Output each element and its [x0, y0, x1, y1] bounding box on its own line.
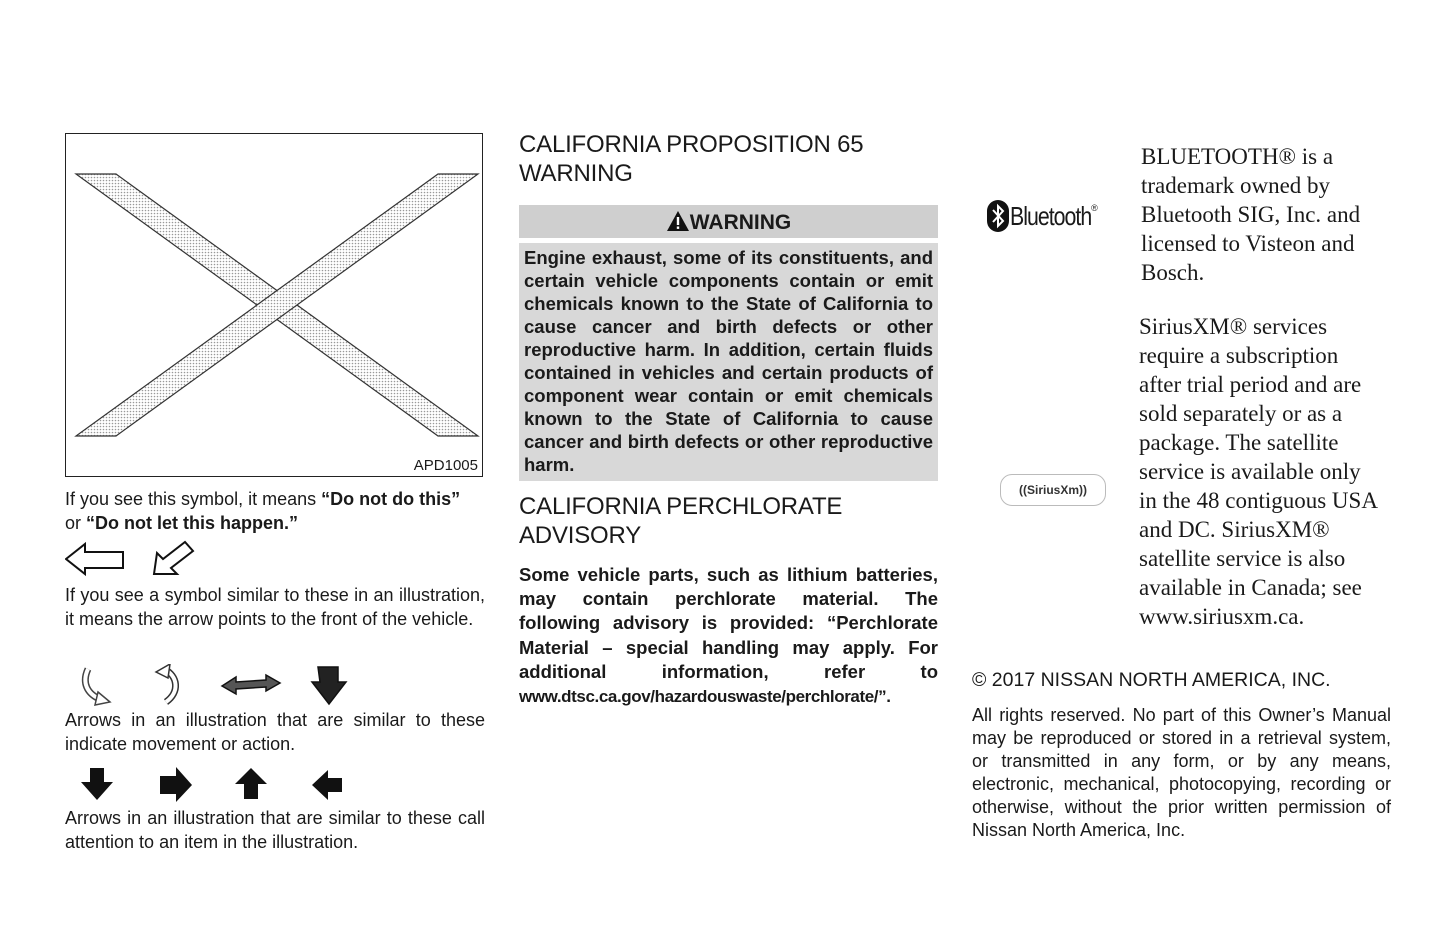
front-arrow-text: If you see a symbol similar to these in an illustration, it means the arrow points to the front of the vehicle.	[65, 585, 485, 629]
movement-arrow-icons	[80, 664, 360, 711]
bluetooth-text: BLUETOOTH® is a trademark owned by Bluetooth SIG, Inc. and licensed to Visteon and Bosch.	[1141, 144, 1361, 285]
symbol-quote-1: “Do not do this”	[321, 489, 461, 509]
figure-code: APD1005	[413, 457, 478, 474]
warning-label: WARNING	[689, 211, 792, 234]
perchlorate-body	[519, 563, 938, 709]
bluetooth-logo-text: Bluetooth	[1010, 200, 1092, 231]
siriusxm-logo: ((SiriusXm))	[1000, 474, 1106, 506]
front-arrow-diagonal-icon	[154, 542, 193, 574]
x-mark-icon	[66, 134, 482, 476]
prop65-heading	[519, 130, 939, 188]
symbol-or: or	[65, 513, 87, 533]
perchlorate-url: www.dtsc.ca.gov/hazardouswaste/perchlorate/”.	[519, 687, 891, 707]
down-arrow-3d-icon	[312, 667, 346, 704]
do-not-symbol-figure	[65, 133, 483, 477]
front-arrow-left-icon	[66, 544, 123, 574]
perchlorate-heading	[519, 492, 939, 550]
perchlorate-heading-line2: ADVISORY	[519, 522, 641, 549]
arrow-up-icon	[235, 768, 267, 799]
curved-arrow-left-icon	[85, 669, 110, 705]
prop65-heading-line2: WARNING	[519, 160, 633, 187]
symbol-quote-2: “Do not let this happen.”	[86, 513, 299, 533]
bluetooth-icon	[986, 199, 1010, 233]
rights-text: All rights reserved. No part of this Owner’s Manual may be reproduced or stored in a retrieval system, or transmitted in any form, or by any means, electronic, mechanical, photocopying, recording or otherwise, without the prior written permission of Nissan North America, Inc.	[972, 705, 1391, 840]
symbol-intro: If you see this symbol, it means	[65, 489, 322, 509]
copyright: © 2017 NISSAN NORTH AMERICA, INC.	[972, 669, 1331, 691]
do-not-symbol-caption	[65, 487, 487, 535]
front-arrow-icons	[65, 540, 205, 583]
double-arrow-icon	[222, 675, 280, 694]
bluetooth-logo: Bluetooth®	[986, 199, 1116, 233]
warning-triangle-icon	[666, 210, 690, 232]
arrow-left-icon	[312, 770, 342, 800]
perchlorate-text: Some vehicle parts, such as lithium batteries, may contain perchlorate material. The following advisory is provided: “Perchlorate Material – special handling may apply. For additional information, refer to	[519, 564, 938, 682]
siriusxm-text: SiriusXM® services require a subscription after trial period and are sold separately or as a package. The satellite service is available only in the 48 contiguous USA and DC. SiriusXM® satellite service is also available in Canada; see www.siriusxm.ca.	[1139, 314, 1377, 629]
attention-arrow-icons	[80, 766, 350, 809]
curved-arrow-right-icon	[156, 664, 176, 702]
arrow-down-icon	[81, 768, 113, 800]
perchlorate-heading-line1: CALIFORNIA PERCHLORATE	[519, 493, 843, 520]
arrow-right-icon	[160, 767, 192, 802]
prop65-heading-line1: CALIFORNIA PROPOSITION 65	[519, 131, 864, 158]
warning-body: Engine exhaust, some of its constituents, and certain vehicle components contain or emit chemicals known to the State of California to cause cancer and birth defects or other reproductive harm. In addition, certain fluids contained in vehicles and certain products of component wear contain or emit chemicals known to the State of California to cause cancer and birth defects or other reproductive harm.	[519, 243, 938, 481]
warning-header	[519, 205, 938, 238]
movement-text: Arrows in an illustration that are similar to these indicate movement or action.	[65, 710, 485, 754]
attention-text: Arrows in an illustration that are similar to these call attention to an item in the illustration.	[65, 808, 485, 852]
